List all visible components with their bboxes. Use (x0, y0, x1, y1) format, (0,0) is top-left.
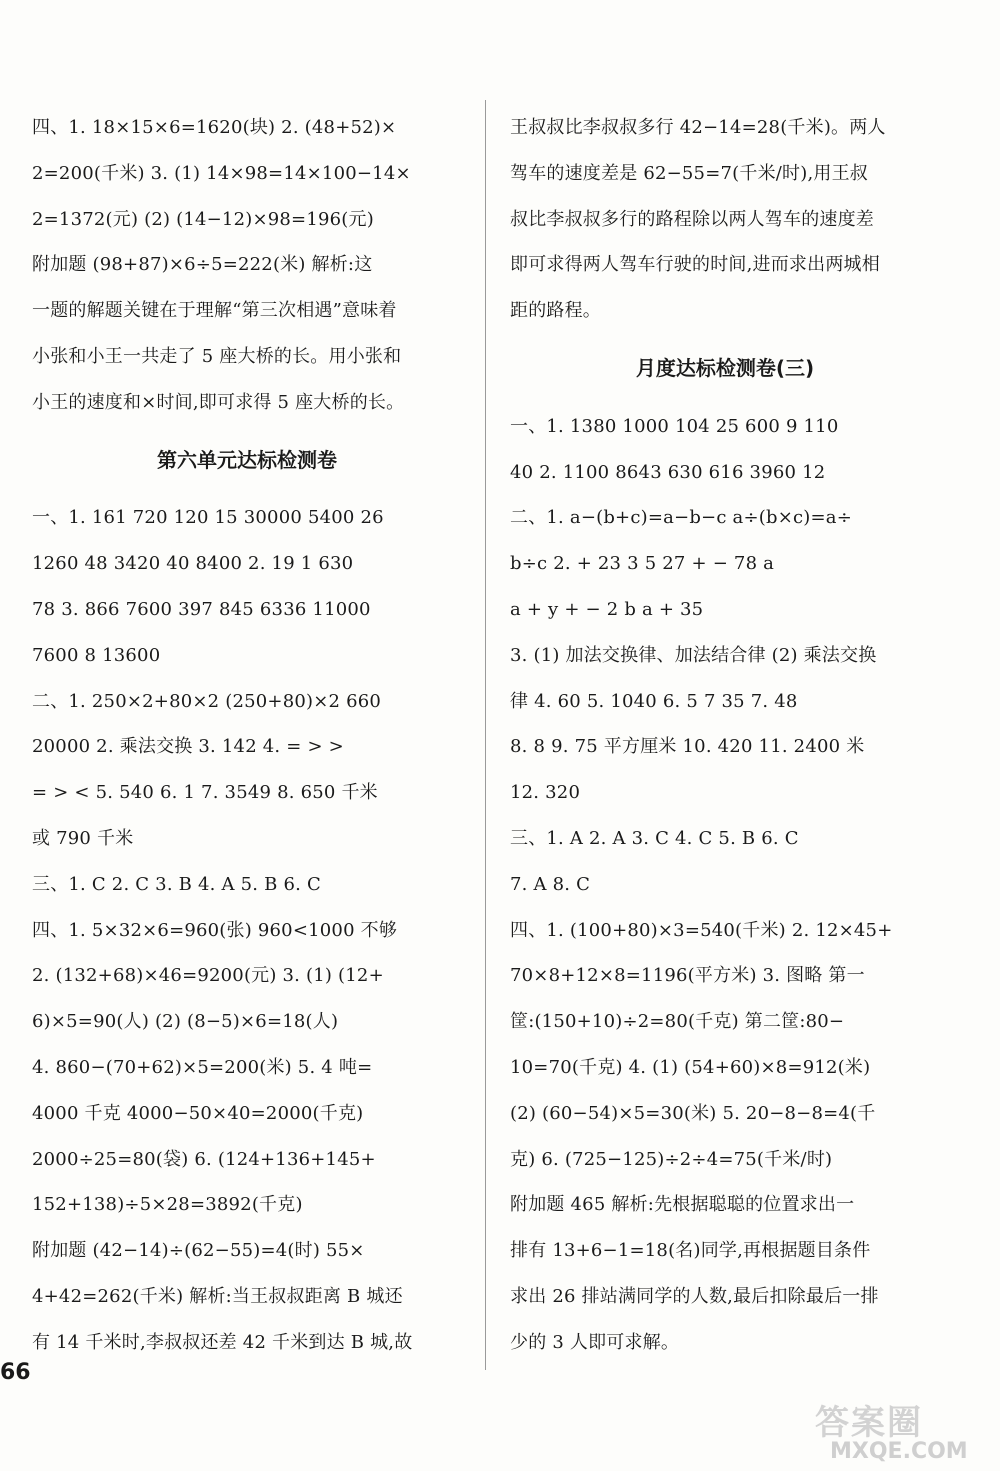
watermark (800, 1395, 995, 1467)
answer-line: b÷c 2. + 23 3 5 27 + − 78 a (510, 553, 775, 575)
answer-line: 2=200(千米) 3. (1) 14×98=14×100−14× (32, 162, 411, 184)
answer-line: 2=1372(元) (2) (14−12)×98=196(元) (32, 208, 374, 230)
answer-line: 一、1. 1380 1000 104 25 600 9 110 (510, 415, 839, 437)
answer-line: 三、1. C 2. C 3. B 4. A 5. B 6. C (32, 873, 321, 895)
answer-line: 一题的解题关键在于理解“第三次相遇”意味着 (32, 300, 397, 322)
answer-line: 2. (132+68)×46=9200(元) 3. (1) (12+ (32, 965, 384, 987)
answer-line: 四、1. 18×15×6=1620(块) 2. (48+52)× (32, 117, 397, 138)
answer-line: 少的 3 人即可求解。 (510, 1331, 680, 1353)
answer-line: 筐:(150+10)÷2=80(千克) 第二筐:80− (510, 1011, 845, 1033)
answer-line: 求出 26 排站满同学的人数,最后扣除最后一排 (510, 1285, 879, 1307)
answer-line: 有 14 千米时,李叔叔还差 42 千米到达 B 城,故 (32, 1331, 413, 1353)
answer-line: 2000÷25=80(袋) 6. (124+136+145+ (32, 1148, 376, 1170)
answer-line: 排有 13+6−1=18(名)同学,再根据题目条件 (510, 1240, 871, 1262)
answer-line: 8. 8 9. 75 平方厘米 10. 420 11. 2400 米 (510, 736, 865, 758)
answer-line: (2) (60−54)×5=30(米) 5. 20−8−8=4(千 (510, 1102, 876, 1124)
answer-line: 附加题 (98+87)×6÷5=222(米) 解析:这 (32, 254, 373, 276)
answer-line: 律 4. 60 5. 1040 6. 5 7 35 7. 48 (510, 690, 798, 712)
answer-line: 4+42=262(千米) 解析:当王叔叔距离 B 城还 (32, 1285, 403, 1307)
answer-line: 1260 48 3420 40 8400 2. 19 1 630 (32, 553, 354, 575)
section-title: 第六单元达标检测卷 (157, 447, 337, 472)
page-number: 66 (0, 1360, 31, 1385)
left-column (32, 105, 462, 1366)
answer-line: 4. 860−(70+62)×5=200(米) 5. 4 吨= (32, 1056, 373, 1078)
answer-line: 附加题 465 解析:先根据聪聪的位置求出一 (510, 1194, 855, 1216)
answer-line: a + y + − 2 b a + 35 (510, 598, 704, 620)
answer-line: 小王的速度和×时间,即可求得 5 座大桥的长。 (32, 391, 405, 413)
answer-line: 12. 320 (510, 782, 581, 804)
answer-line: 70×8+12×8=1196(平方米) 3. 图略 第一 (510, 965, 865, 987)
answer-line: 4000 千克 4000−50×40=2000(千克) (32, 1102, 364, 1124)
answer-line: 10=70(千克) 4. (1) (54+60)×8=912(米) (510, 1056, 871, 1078)
answer-line: 王叔叔比李叔叔多行 42−14=28(千米)。两人 (510, 117, 886, 138)
answer-line: 四、1. (100+80)×3=540(千米) 2. 12×45+ (510, 919, 893, 941)
right-column (510, 105, 940, 1366)
answer-line: 152+138)÷5×28=3892(千克) (32, 1194, 303, 1216)
section-title: 月度达标检测卷(三) (635, 355, 815, 380)
watermark-url: MXQE.COM (830, 1439, 968, 1464)
answer-line: 克) 6. (725−125)÷2÷4=75(千米/时) (510, 1148, 833, 1170)
answer-line: 二、1. 250×2+80×2 (250+80)×2 660 (32, 690, 382, 712)
answer-line: 即可求得两人驾车行驶的时间,进而求出两城相 (510, 254, 880, 276)
answer-line: 40 2. 1100 8643 630 616 3960 12 (510, 461, 826, 483)
answer-line: 附加题 (42−14)÷(62−55)=4(时) 55× (32, 1240, 365, 1262)
answer-line: 距的路程。 (510, 300, 601, 322)
answer-line: 或 790 千米 (32, 827, 134, 849)
answer-line: 三、1. A 2. A 3. C 4. C 5. B 6. C (510, 827, 799, 849)
answer-line: 78 3. 866 7600 397 845 6336 11000 (32, 598, 371, 620)
answer-line: 6)×5=90(人) (2) (8−5)×6=18(人) (32, 1011, 339, 1033)
column-divider (485, 100, 486, 1370)
answer-line: 一、1. 161 720 120 15 30000 5400 26 (32, 507, 384, 529)
answer-line: 7. A 8. C (510, 873, 591, 895)
watermark-logo: 答案圈 (815, 1403, 923, 1443)
answer-line: 20000 2. 乘法交换 3. 142 4. = > > (32, 736, 344, 758)
answer-line: 二、1. a−(b+c)=a−b−c a÷(b×c)=a÷ (510, 507, 852, 529)
answer-line: 驾车的速度差是 62−55=7(千米/时),用王叔 (510, 162, 868, 184)
answer-line: 7600 8 13600 (32, 644, 161, 666)
answer-line: 小张和小王一共走了 5 座大桥的长。用小张和 (32, 345, 402, 367)
answer-line: 四、1. 5×32×6=960(张) 960<1000 不够 (32, 919, 398, 941)
answer-line: = > < 5. 540 6. 1 7. 3549 8. 650 千米 (32, 782, 378, 804)
answer-line: 叔比李叔叔多行的路程除以两人驾车的速度差 (510, 208, 874, 230)
answer-line: 3. (1) 加法交换律、加法结合律 (2) 乘法交换 (510, 644, 877, 666)
